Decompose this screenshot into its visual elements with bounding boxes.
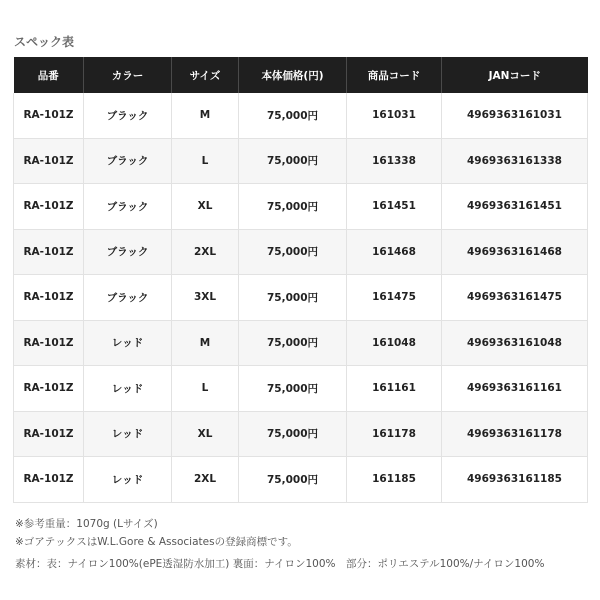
jan-code-cell: 4969363161475 bbox=[442, 275, 588, 321]
header-product-code: 商品コード bbox=[347, 57, 442, 93]
price-cell: 75,000円 bbox=[239, 229, 347, 275]
product-number-cell: RA-101Z bbox=[14, 138, 84, 184]
product-number-cell: RA-101Z bbox=[14, 320, 84, 366]
size-cell: 3XL bbox=[172, 275, 239, 321]
color-cell: レッド bbox=[84, 411, 172, 457]
jan-code-cell: 4969363161451 bbox=[442, 184, 588, 230]
product-code-cell: 161468 bbox=[347, 229, 442, 275]
product-number-cell: RA-101Z bbox=[14, 229, 84, 275]
table-row bbox=[14, 184, 588, 230]
product-code-cell: 161338 bbox=[347, 138, 442, 184]
product-number-cell: RA-101Z bbox=[14, 366, 84, 412]
header-size: サイズ bbox=[172, 57, 239, 93]
color-cell: レッド bbox=[84, 320, 172, 366]
header-jan-code: JANコード bbox=[442, 57, 588, 93]
size-cell: L bbox=[172, 138, 239, 184]
jan-code-cell: 4969363161161 bbox=[442, 366, 588, 412]
table-row bbox=[14, 366, 588, 412]
size-cell: 2XL bbox=[172, 457, 239, 503]
product-number-cell: RA-101Z bbox=[14, 93, 84, 138]
notes bbox=[15, 515, 544, 573]
table-row bbox=[14, 320, 588, 366]
jan-code-cell: 4969363161338 bbox=[442, 138, 588, 184]
product-code-cell: 161185 bbox=[347, 457, 442, 503]
table-row bbox=[14, 93, 588, 138]
product-number-cell: RA-101Z bbox=[14, 457, 84, 503]
product-code-cell: 161451 bbox=[347, 184, 442, 230]
product-number-cell: RA-101Z bbox=[14, 411, 84, 457]
product-code-cell: 161048 bbox=[347, 320, 442, 366]
size-cell: L bbox=[172, 366, 239, 412]
header-price: 本体価格(円) bbox=[239, 57, 347, 93]
spec-table-header-row bbox=[14, 57, 588, 93]
jan-code-cell: 4969363161178 bbox=[442, 411, 588, 457]
price-cell: 75,000円 bbox=[239, 275, 347, 321]
jan-code-cell: 4969363161185 bbox=[442, 457, 588, 503]
color-cell: ブラック bbox=[84, 275, 172, 321]
price-cell: 75,000円 bbox=[239, 320, 347, 366]
product-number-cell: RA-101Z bbox=[14, 184, 84, 230]
header-product-number: 品番 bbox=[14, 57, 84, 93]
table-row bbox=[14, 411, 588, 457]
jan-code-cell: 4969363161048 bbox=[442, 320, 588, 366]
price-cell: 75,000円 bbox=[239, 93, 347, 138]
spec-table-body bbox=[14, 93, 588, 502]
size-cell: M bbox=[172, 320, 239, 366]
color-cell: レッド bbox=[84, 457, 172, 503]
note-trademark: ※ゴアテックスはW.L.Gore & Associatesの登録商標です。 bbox=[15, 536, 298, 548]
price-cell: 75,000円 bbox=[239, 366, 347, 412]
price-cell: 75,000円 bbox=[239, 138, 347, 184]
size-cell: 2XL bbox=[172, 229, 239, 275]
product-code-cell: 161161 bbox=[347, 366, 442, 412]
header-color: カラー bbox=[84, 57, 172, 93]
table-row bbox=[14, 138, 588, 184]
price-cell: 75,000円 bbox=[239, 411, 347, 457]
jan-code-cell: 4969363161031 bbox=[442, 93, 588, 138]
table-row bbox=[14, 457, 588, 503]
table-row bbox=[14, 229, 588, 275]
color-cell: ブラック bbox=[84, 229, 172, 275]
size-cell: XL bbox=[172, 411, 239, 457]
color-cell: ブラック bbox=[84, 184, 172, 230]
color-cell: ブラック bbox=[84, 93, 172, 138]
note-material: 素材：表：ナイロン100%(ePE透湿防水加工) 裏面：ナイロン100% 部分：ポリエステル100%/ナイロン100% bbox=[15, 558, 545, 570]
table-row bbox=[14, 275, 588, 321]
size-cell: XL bbox=[172, 184, 239, 230]
jan-code-cell: 4969363161468 bbox=[442, 229, 588, 275]
product-number-cell: RA-101Z bbox=[14, 275, 84, 321]
color-cell: ブラック bbox=[84, 138, 172, 184]
product-code-cell: 161475 bbox=[347, 275, 442, 321]
section-title: スペック表 bbox=[14, 35, 75, 49]
spec-table bbox=[13, 57, 588, 503]
price-cell: 75,000円 bbox=[239, 457, 347, 503]
color-cell: レッド bbox=[84, 366, 172, 412]
note-weight: ※参考重量：1070g (Lサイズ) bbox=[15, 518, 158, 530]
product-code-cell: 161031 bbox=[347, 93, 442, 138]
size-cell: M bbox=[172, 93, 239, 138]
price-cell: 75,000円 bbox=[239, 184, 347, 230]
product-code-cell: 161178 bbox=[347, 411, 442, 457]
